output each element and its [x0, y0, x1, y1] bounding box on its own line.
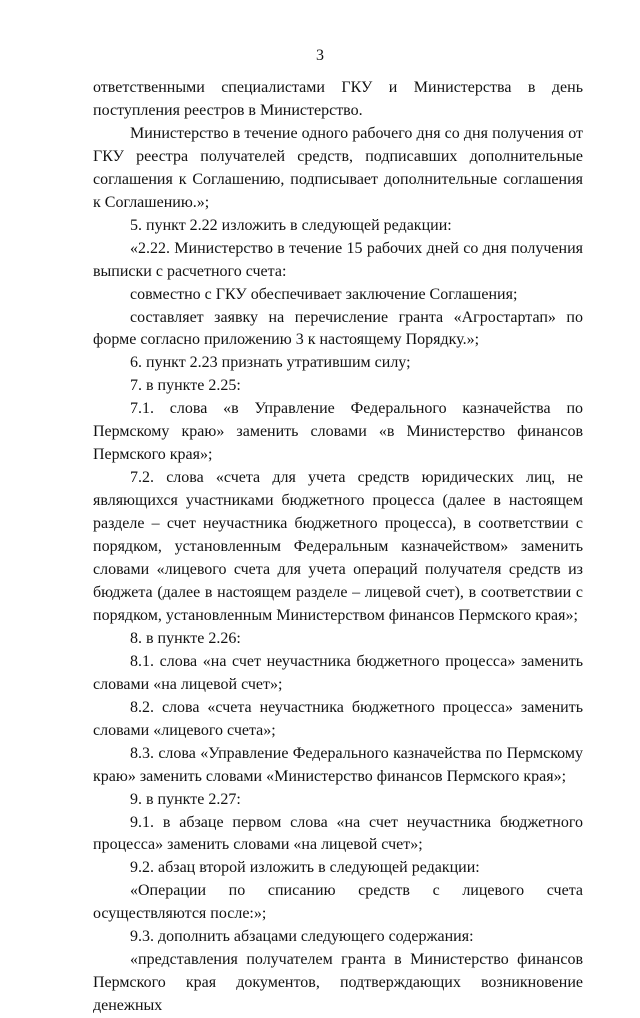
paragraph: «Операции по списанию средств с лицевого счета осуществляются после:»; [93, 882, 583, 923]
paragraph-item-7-2: 7.2. слова «счета для учета средств юридических лиц, не являющихся участниками бюджетного процесса (далее в настоящем разделе – счет неучастника бюджетного процесса), в соответствии с порядком, установленным Федеральным казначейством» заменить словами «лицевого счета для учета операций получателя средств из бюджета (далее в настоящем разделе – лицевой счет), в соответствии с порядком, установленным Министерством финансов Пермского края»; [93, 469, 583, 624]
paragraph-item-5: 5. пункт 2.22 изложить в следующей редакции: [130, 216, 452, 234]
paragraph-item-9: 9. в пункте 2.27: [130, 790, 241, 808]
paragraph-item-8-3: 8.3. слова «Управление Федерального казначейства по Пермскому краю» заменить словами «Министерство финансов Пермского края»; [93, 744, 583, 785]
paragraph: совместно с ГКУ обеспечивает заключение Соглашения; [130, 285, 518, 303]
paragraph-item-8-2: 8.2. слова «счета неучастника бюджетного процесса» заменить словами «лицевого счета»; [93, 698, 583, 739]
paragraph-continuation: ответственными специалистами ГКУ и Министерства в день поступления реестров в Министерство. [93, 79, 583, 119]
paragraph: «представления получателем гранта в Министерство финансов Пермского края документов, подтверждающих возникновение денежных [93, 951, 583, 1015]
paragraph: Министерство в течение одного рабочего дня со дня получения от ГКУ реестра получателей средств, подписавших дополнительные соглашения к Соглашению, подписывает дополнительные соглашения к Соглашению.»; [93, 124, 583, 211]
document-body [93, 77, 583, 1018]
paragraph-item-8-1: 8.1. слова «на счет неучастника бюджетного процесса» заменить словами «на лицевой счет»; [93, 652, 583, 693]
page-number: 3 [316, 47, 324, 64]
paragraph: составляет заявку на перечисление гранта «Агростартап» по форме согласно приложению 3 к настоящему Порядку.»; [93, 308, 583, 349]
paragraph-item-9-2: 9.2. абзац второй изложить в следующей редакции: [130, 859, 480, 877]
paragraph-item-9-1: 9.1. в абзаце первом слова «на счет неучастника бюджетного процесса» заменить словами «на лицевой счет»; [93, 813, 583, 854]
paragraph-item-8: 8. в пункте 2.26: [130, 629, 241, 647]
paragraph-item-9-3: 9.3. дополнить абзацами следующего содержания: [130, 928, 474, 946]
paragraph: «2.22. Министерство в течение 15 рабочих дней со дня получения выписки с расчетного счета: [93, 239, 583, 280]
paragraph-item-7-1: 7.1. слова «в Управление Федерального казначейства по Пермскому краю» заменить словами «в Министерство финансов Пермского края»; [93, 400, 583, 464]
paragraph-item-7: 7. в пункте 2.25: [130, 377, 241, 395]
paragraph-item-6: 6. пункт 2.23 признать утратившим силу; [130, 354, 411, 372]
